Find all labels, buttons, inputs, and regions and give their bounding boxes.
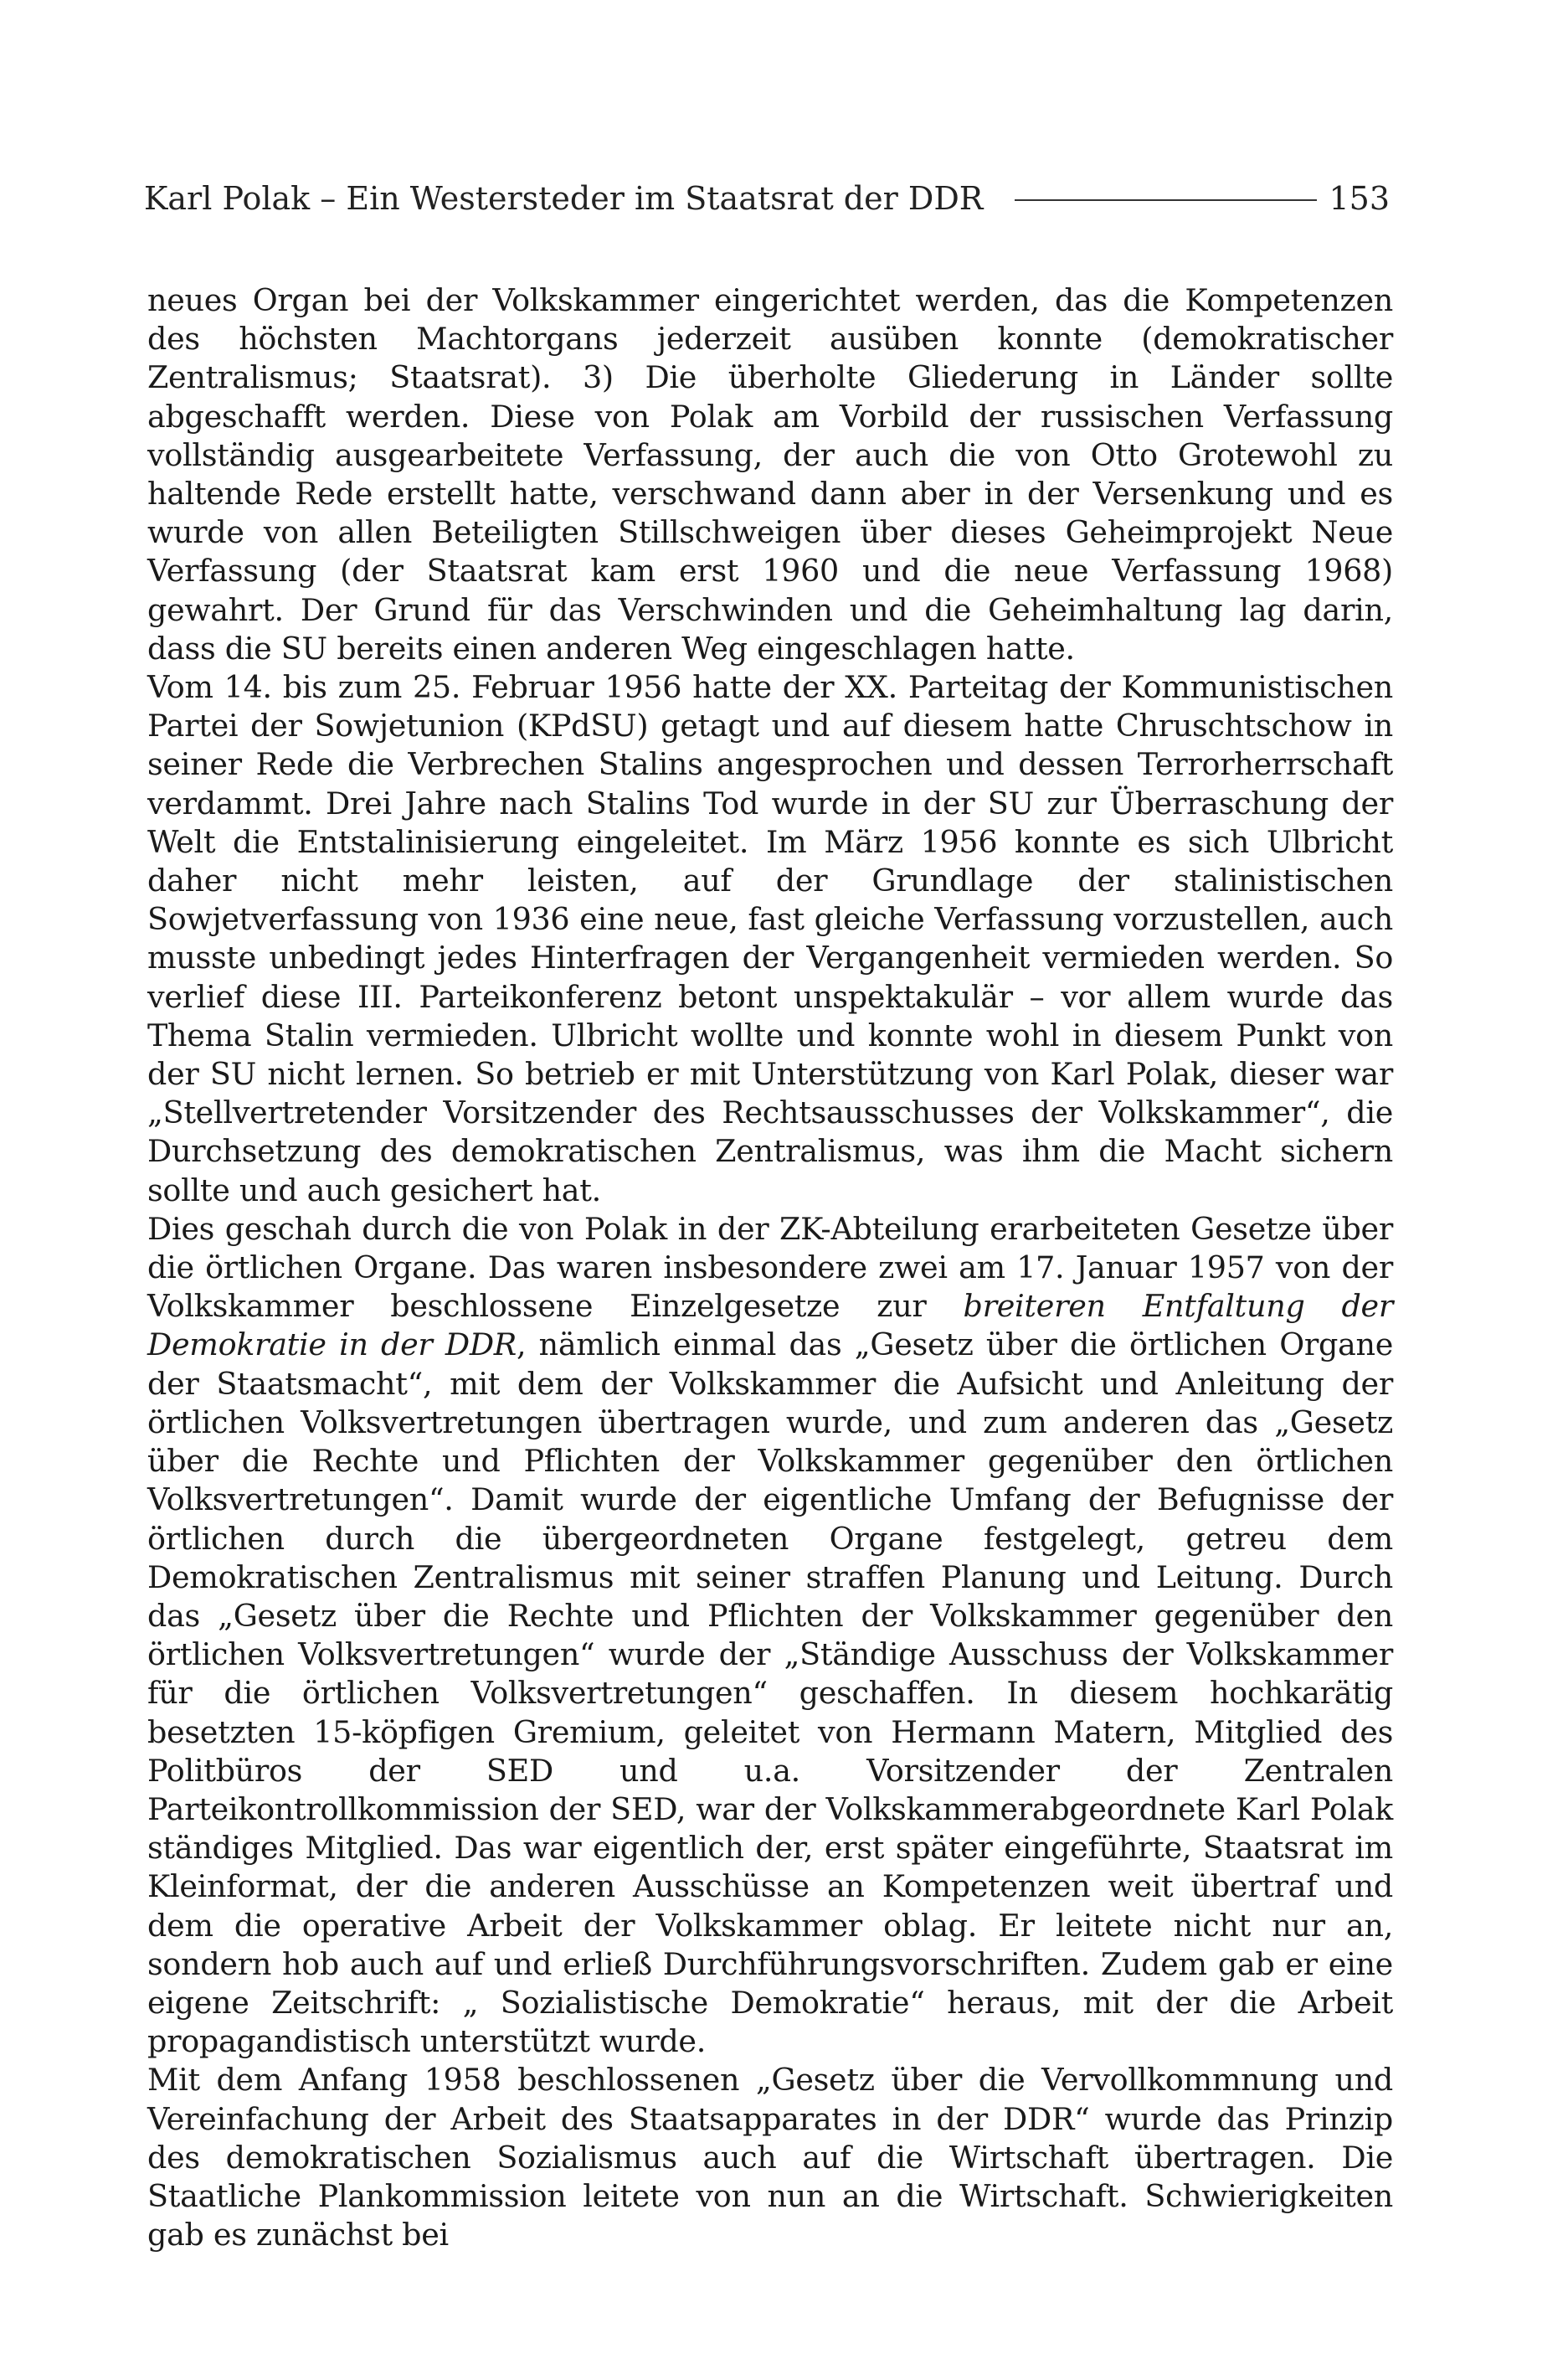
paragraph-text: , nämlich einmal das „Gesetz über die örtlichen Organe der Staatsmacht“, mit dem der Volkskammer die Aufsicht und Anleitung der örtlichen Volksvertretungen übertragen wurde, und zum anderen das „Gesetz über die Rechte und Pflichten der Volkskammer gegenüber den örtlichen Volksvertretungen“. Damit wurde der eigentliche Umfang der Befugnisse der örtlichen durch die übergeordneten Organe festgelegt, getreu dem Demokratischen Zentralismus mit seiner straffen Planung und Leitung. Durch das „Gesetz über die Rechte und Pflichten der Volkskammer gegenüber den örtlichen Volksvertretungen“ wurde der „Ständige Ausschuss der Volkskammer für die örtlichen Volksvertretungen“ geschaffen. In diesem hochkarätig besetzten 15-köpfigen Gremium, geleitet von Hermann Matern, Mitglied des Politbüros der SED und u.a. Vorsitzender der Zentralen Parteikontrollkommission der SED, war der Volkskammerabgeordnete Karl Polak ständiges Mitglied. Das war eigentlich der, erst später eingeführte, Staatsrat im Kleinformat, der die anderen Ausschüsse an Kompetenzen weit übertraf und dem die operative Arbeit der Volkskammer oblag. Er leitete nicht nur an, sondern hob auch auf und erließ Durchführungsvorschriften. Zudem gab er eine eigene Zeitschrift: „ Sozialistische Demokratie“ heraus, mit der die Arbeit propagandistisch unterstützt wurde. — [147, 1326, 1393, 2060]
page-number: 153 — [1329, 180, 1390, 217]
paragraph — [147, 1210, 1393, 2061]
paragraph: Mit dem Anfang 1958 beschlossenen „Gesetz über die Vervollkommnung und Vereinfachung der Arbeit des Staatsapparates in der DDR“ wurde das Prinzip des demokratischen Sozialismus auch auf die Wirtschaft übertragen. Die Staatliche Plankommission leitete von nun an die Wirtschaft. Schwierigkeiten gab es zunächst bei — [147, 2062, 1393, 2253]
emphasized-phrase: breiteren Entfaltung der Demokratie in der DDR — [147, 1288, 1393, 1363]
running-header — [144, 173, 1390, 224]
running-title: Karl Polak – Ein Westersteder im Staatsrat der DDR — [144, 180, 984, 217]
paragraph: Vom 14. bis zum 25. Februar 1956 hatte der XX. Parteitag der Kommunistischen Partei der Sowjetunion (KPdSU) getagt und auf diesem hatte Chruschtschow in seiner Rede die Verbrechen Stalins angesprochen und dessen Terrorherrschaft verdammt. Drei Jahre nach Stalins Tod wurde in der SU zur Überraschung der Welt die Entstalinisierung eingeleitet. Im März 1956 konnte es sich Ulbricht daher nicht mehr leisten, auf der Grundlage der stalinistischen Sowjetverfassung von 1936 eine neue, fast gleiche Verfassung vorzustellen, auch musste unbedingt jedes Hinterfragen der Vergangenheit vermieden werden. So verlief diese III. Parteikonferenz betont unspektakulär – vor allem wurde das Thema Stalin vermieden. Ulbricht wollte und konnte wohl in diesem Punkt von der SU nicht lernen. So betrieb er mit Unterstützung von Karl Polak, dieser war „Stellvertretender Vorsitzender des Rechtsausschusses der Volkskammer“, die Durchsetzung des demokratischen Zentralismus, was ihm die Macht sichern sollte und auch gesichert hat. — [147, 669, 1393, 1208]
paragraph-text: Dies geschah durch die von Polak in der ZK-Abteilung erarbeiteten Gesetze über die örtlichen Organe. Das waren insbesondere zwei am 17. Januar 1957 von der Volkskammer beschlossene Einzelgesetze zur — [147, 1210, 1393, 1325]
paragraph: neues Organ bei der Volkskammer eingerichtet werden, das die Kompetenzen des höchsten Machtorgans jederzeit ausüben konnte (demokratischer Zentralismus; Staatsrat). 3) Die überholte Gliederung in Länder sollte abgeschafft werden. Diese von Polak am Vorbild der russischen Verfassung vollständig ausgearbeitete Verfassung, der auch die von Otto Grotewohl zu haltende Rede erstellt hatte, verschwand dann aber in der Versenkung und es wurde von allen Beteiligten Stillschweigen über dieses Geheimprojekt Neue Verfassung (der Staatsrat kam erst 1960 und die neue Verfassung 1968) gewahrt. Der Grund für das Verschwinden und die Geheimhaltung lag darin, dass die SU bereits einen anderen Weg eingeschlagen hatte. — [147, 282, 1393, 667]
header-rule — [1015, 199, 1317, 201]
body-text — [147, 281, 1393, 2254]
